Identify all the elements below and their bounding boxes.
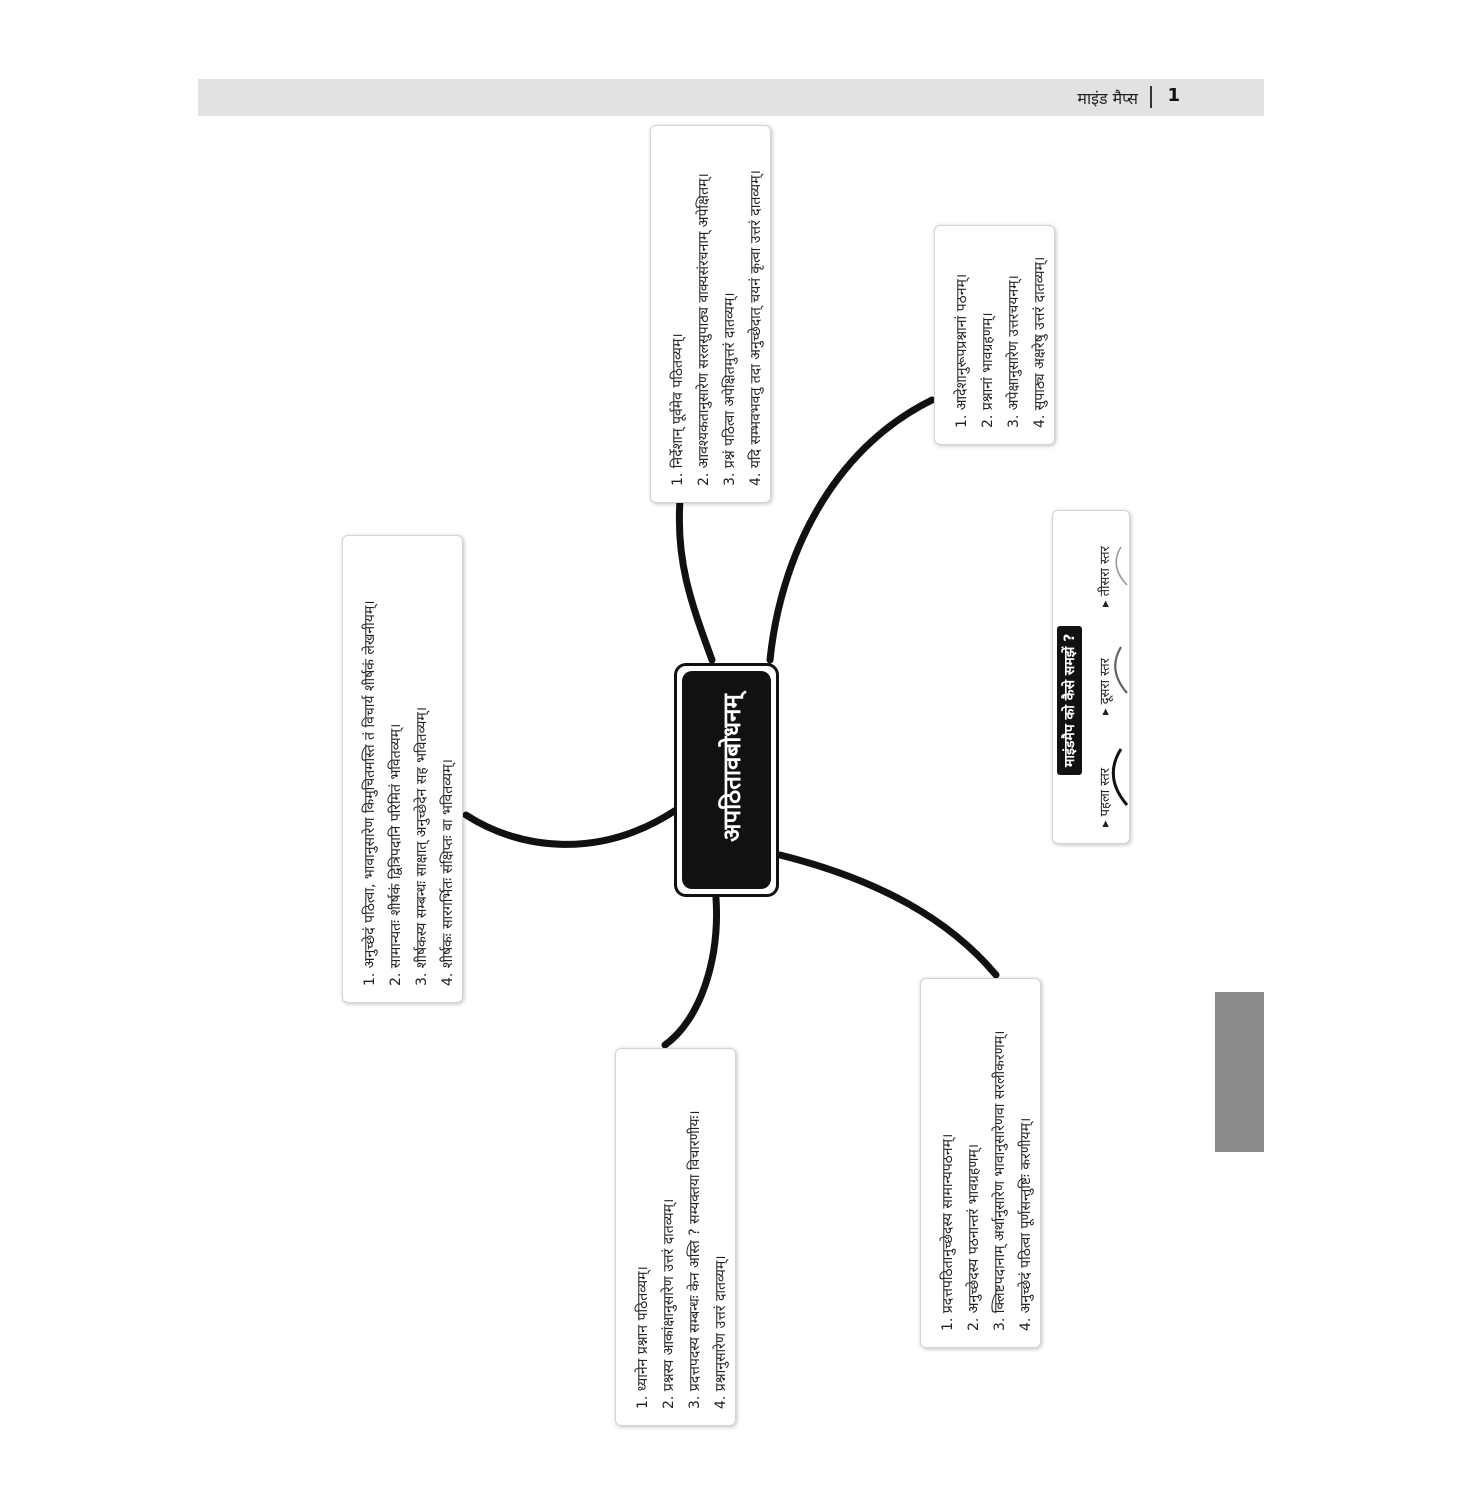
branch-top-right-item: 1. आदेशानुरूपप्रश्नानां पठनम्। xyxy=(954,273,970,428)
legend-level-1-arc xyxy=(1107,747,1129,807)
legend-box xyxy=(1052,510,1130,844)
connector-bottom-right xyxy=(780,855,996,975)
legend-level-1-label: पहला स्तर xyxy=(1098,767,1113,817)
branch-box-top xyxy=(650,125,771,503)
branch-box-top-right xyxy=(934,225,1055,445)
branch-bottom-right-item: 1. प्रदत्तपठितानुच्छेदस्य सामान्यपठनम्। xyxy=(940,1133,956,1331)
branch-box-bottom xyxy=(615,1048,736,1426)
branch-left-item: 4. शीर्षकः सारगर्भितः संक्षिप्तः वा भवितव्यम्। xyxy=(440,759,456,986)
legend-level-1: ▸ पहला स्तर xyxy=(1098,767,1113,827)
legend-level-3: ▸ तीसरा स्तर xyxy=(1098,546,1113,607)
connector-bottom xyxy=(665,898,717,1045)
legend-level-2-label: दूसरा स्तर xyxy=(1098,658,1113,705)
branch-bottom-right-item: 2. अनुच्छेदस्य पठनान्तरं भावग्रहणम्। xyxy=(966,1143,982,1331)
branch-bottom-item: 3. प्रदत्तपदस्य सम्बन्धः केन अस्ति ? सम्यक्तया विचारणीयः। xyxy=(687,1110,703,1409)
branch-bottom-right-item: 3. क्लिष्टपदानाम् अर्थानुसारेण भावानुसारेणवा सरलीकरणम्। xyxy=(992,1030,1008,1331)
connector-left xyxy=(466,810,676,844)
branch-left-item: 2. सामान्यतः शीर्षकं द्वित्रिपदानि परिमितं भवितव्यम्। xyxy=(388,723,404,986)
branch-box-left xyxy=(342,535,463,1003)
branch-bottom-item: 4. प्रश्नानुसारेण उत्तरं दातव्यम्। xyxy=(713,1255,729,1409)
branch-box-bottom-right xyxy=(920,978,1041,1348)
branch-bottom-item: 1. ध्यानेन प्रश्नान पठितव्यम्। xyxy=(635,1266,651,1409)
branch-bottom-item: 2. प्रश्नस्य आकांक्षानुसारेण उत्तरं दातव्यम्। xyxy=(661,1198,677,1409)
legend-title: माइंडमैप को कैसे समझें ? xyxy=(1057,626,1082,775)
branch-top-item: 1. निर्देशान् पूर्वमेव पठितव्यम्। xyxy=(670,333,686,486)
legend-level-2: ▸ दूसरा स्तर xyxy=(1098,658,1113,715)
branch-top-right-item: 4. सुपाठ्य अक्षरेषु उत्तरं दातव्यम्। xyxy=(1032,256,1048,428)
branch-top-item: 3. प्रश्नं पठित्वा अपेक्षितमुत्तरं दातव्यम्। xyxy=(722,292,738,486)
connector-top xyxy=(679,500,712,660)
page-number: 1 xyxy=(1167,85,1180,106)
branch-top-right-item: 2. प्रश्नानां भावग्रहणम्। xyxy=(980,312,996,428)
branch-top-item: 2. आवश्यकतानुसारेण सरलसुपाठ्य वाक्यसंरचनाम् अपेक्षितम्। xyxy=(696,173,712,486)
central-node-title: अपठितावबोधनम् xyxy=(718,694,746,842)
branch-left-item: 3. शीर्षकस्य सम्बन्धः साक्षात् अनुच्छेदेन सह भवितव्यम्। xyxy=(414,706,430,986)
legend-level-2-arc xyxy=(1109,645,1129,695)
branch-top-item: 4. यदि सम्भवभवतु तदा अनुच्छेदात् चयनं कृत्वा उत्तरं दातव्यम्। xyxy=(748,170,764,486)
connector-top-right xyxy=(770,400,932,660)
central-node-label-wrap xyxy=(712,678,752,858)
branch-top-right-item: 3. अपेक्षानुसारेण उत्तरचयनम्। xyxy=(1006,275,1022,428)
header-title: माइंड मैप्स xyxy=(1077,89,1138,108)
branch-bottom-right-item: 4. अनुच्छेदं पठित्वा पूर्णसन्तुष्टिः करणीयम्। xyxy=(1018,1117,1034,1331)
branch-left-item: 1. अनुच्छेदं पठित्वा, भावानुसारेण किमुचितमस्ति तं विचार्य शीर्षकं लेखनीयम्। xyxy=(362,600,378,986)
legend-level-3-arc xyxy=(1111,545,1129,587)
legend-level-3-label: तीसरा स्तर xyxy=(1098,546,1113,597)
